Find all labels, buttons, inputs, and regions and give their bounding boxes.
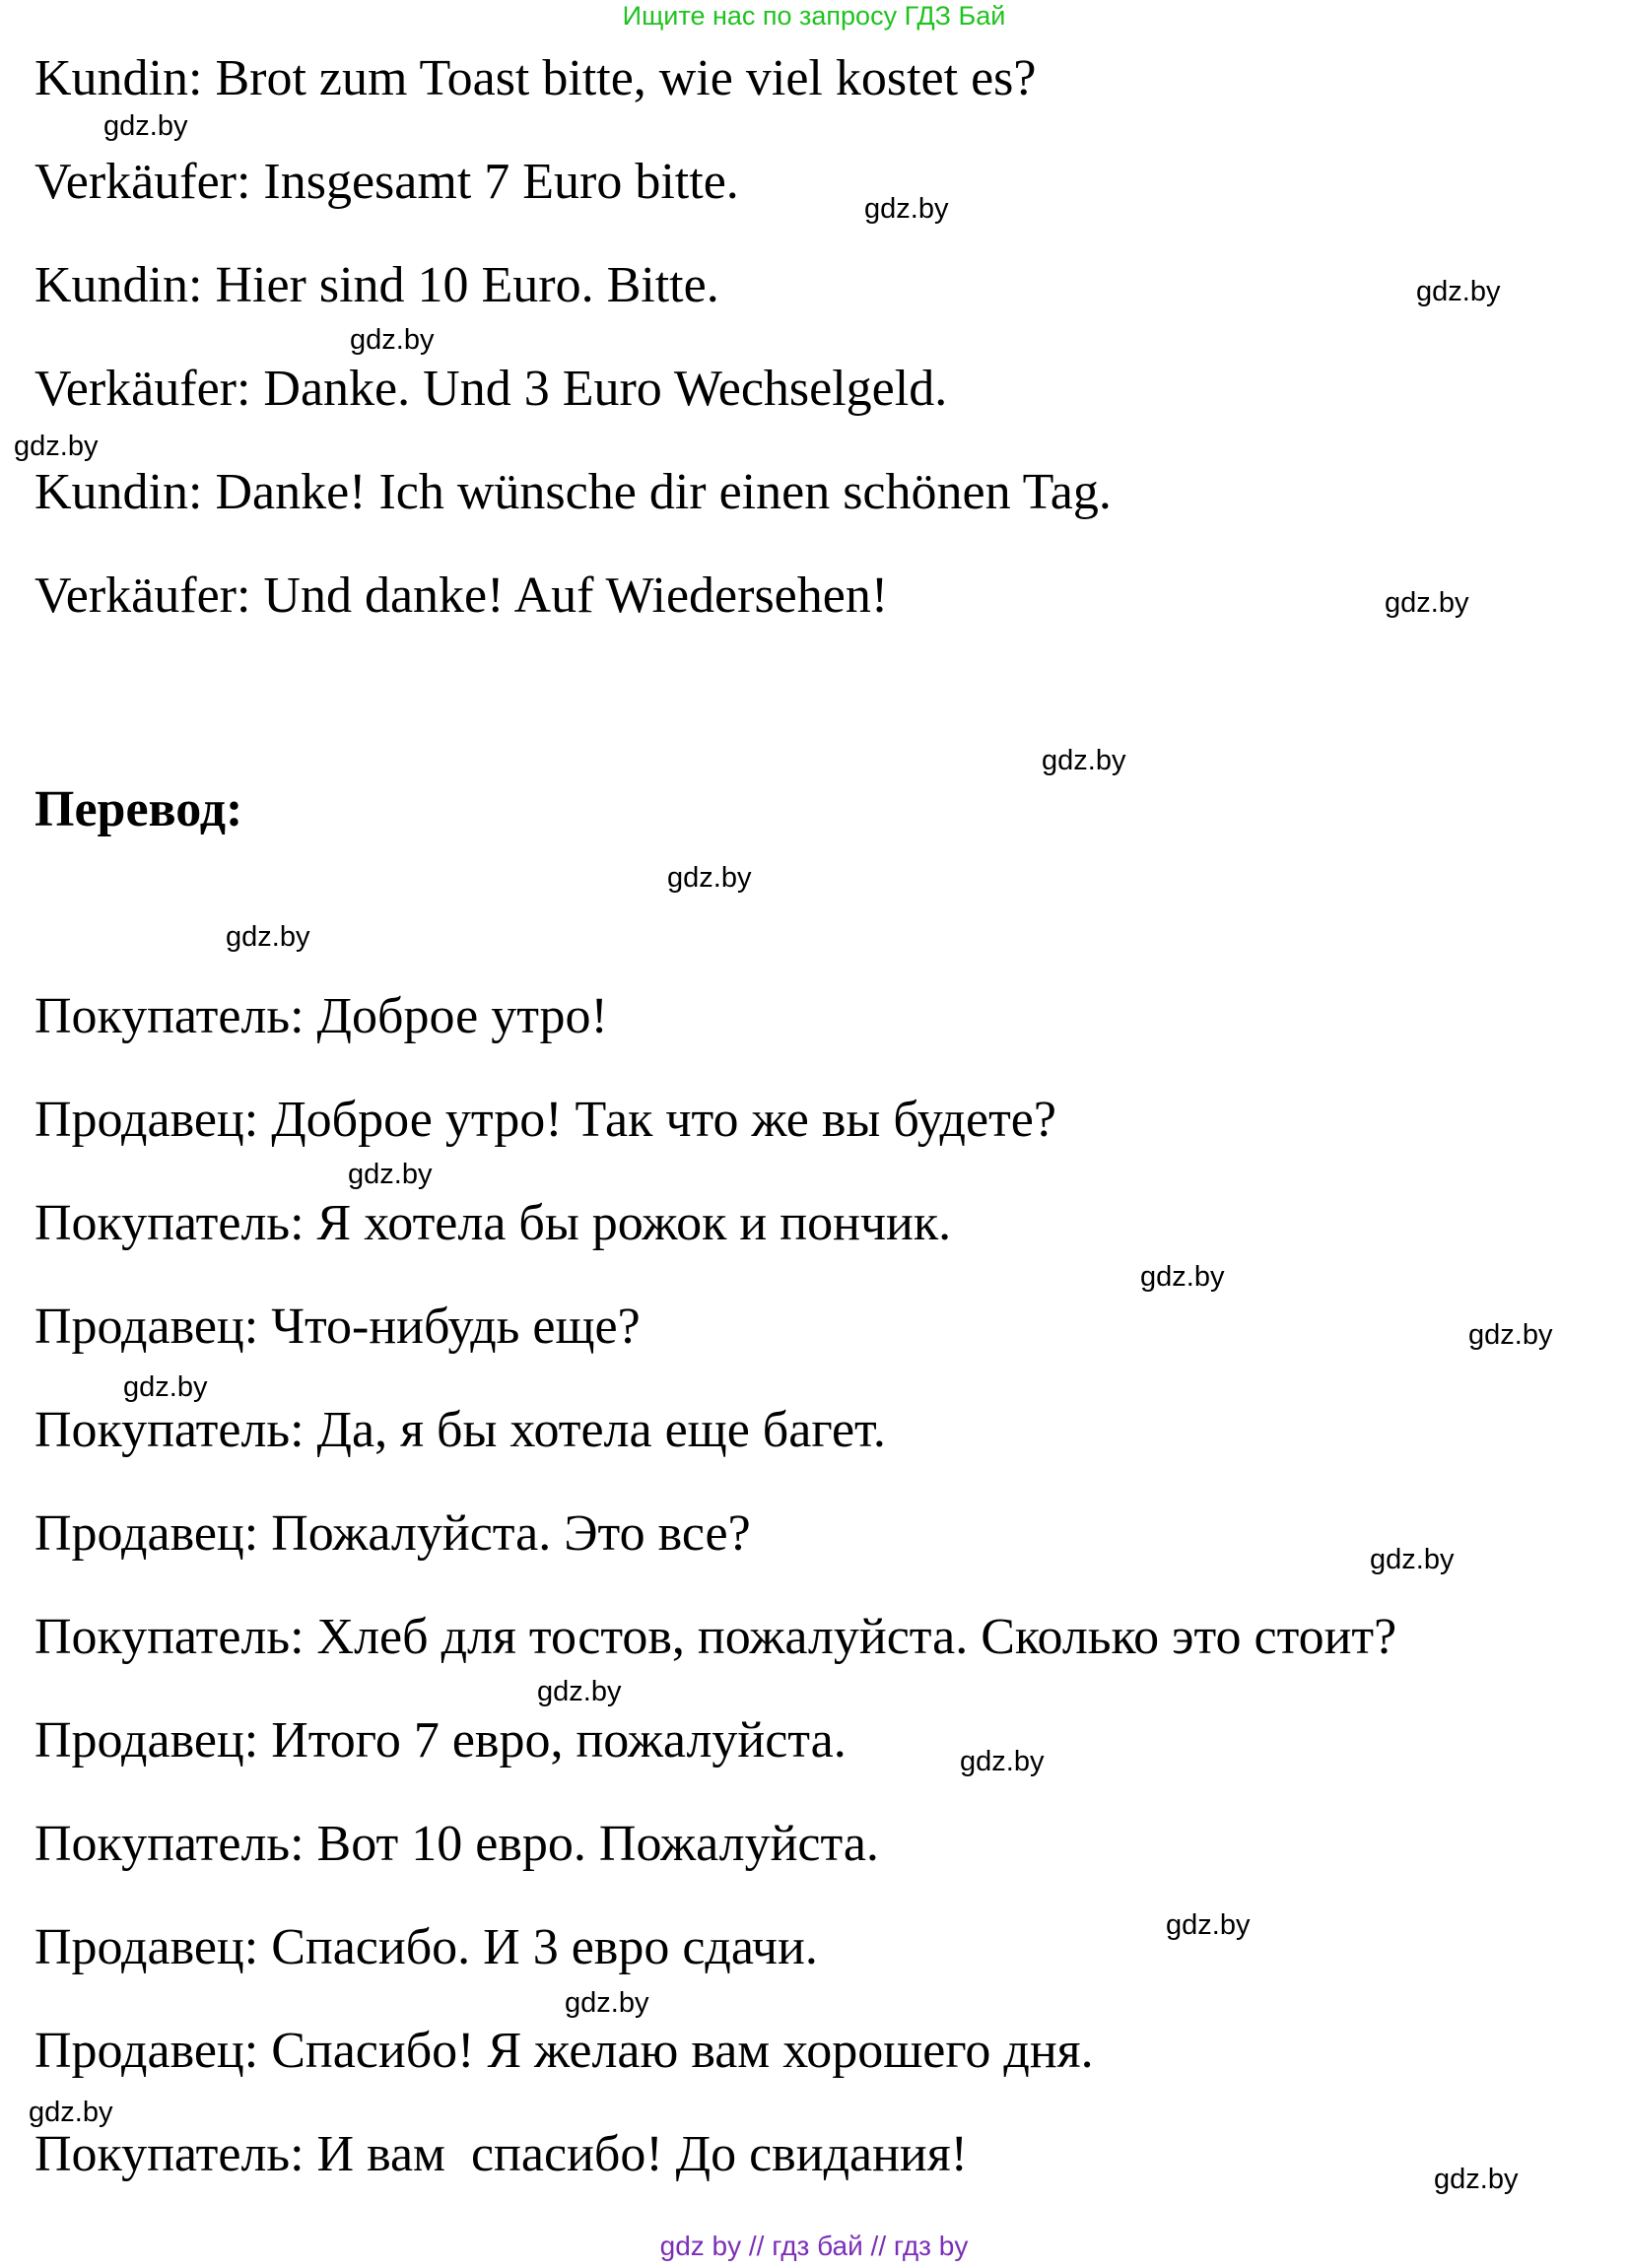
watermark: gdz.by — [348, 1159, 433, 1190]
translation-heading: Перевод: — [34, 781, 243, 837]
watermark: gdz.by — [565, 1987, 649, 2019]
russian-line-5: Покупатель: Да, я бы хотела еще багет. — [34, 1402, 886, 1458]
russian-line-2: Продавец: Доброе утро! Так что же вы будете? — [34, 1092, 1056, 1148]
watermark: gdz.by — [1370, 1544, 1455, 1575]
watermark: gdz.by — [537, 1676, 622, 1707]
watermark: gdz.by — [1166, 1909, 1251, 1941]
watermark: gdz.by — [960, 1746, 1045, 1777]
watermark: gdz.by — [1042, 745, 1126, 776]
watermark: gdz.by — [14, 431, 99, 462]
german-line-2: Verkäufer: Insgesamt 7 Euro bitte. — [34, 154, 739, 210]
site-header-banner: Ищите нас по запросу ГДЗ Бай — [622, 1, 1006, 31]
russian-line-1: Покупатель: Доброе утро! — [34, 988, 608, 1044]
watermark: gdz.by — [1468, 1319, 1553, 1351]
german-line-5: Kundin: Danke! Ich wünsche dir einen schönen Tag. — [34, 464, 1112, 520]
russian-line-8: Продавец: Итого 7 евро, пожалуйста. — [34, 1712, 847, 1768]
watermark: gdz.by — [864, 193, 949, 225]
watermark: gdz.by — [1434, 2164, 1519, 2195]
russian-line-3: Покупатель: Я хотела бы рожок и пончик. — [34, 1195, 952, 1251]
russian-line-11: Продавец: Спасибо! Я желаю вам хорошего дня. — [34, 2023, 1094, 2079]
russian-line-6: Продавец: Пожалуйста. Это все? — [34, 1505, 751, 1562]
watermark: gdz.by — [1140, 1261, 1225, 1293]
russian-line-12: Покупатель: И вам спасибо! До свидания! — [34, 2126, 968, 2182]
russian-line-4: Продавец: Что-нибудь еще? — [34, 1299, 641, 1355]
german-line-3: Kundin: Hier sind 10 Euro. Bitte. — [34, 257, 719, 313]
site-footer-links: gdz by // гдз бай // гдз by — [659, 2231, 969, 2261]
russian-line-7: Покупатель: Хлеб для тостов, пожалуйста. Сколько это стоит? — [34, 1609, 1397, 1665]
watermark: gdz.by — [103, 110, 188, 142]
watermark: gdz.by — [123, 1371, 208, 1403]
watermark: gdz.by — [1416, 276, 1501, 307]
german-line-4: Verkäufer: Danke. Und 3 Euro Wechselgeld. — [34, 361, 948, 417]
watermark: gdz.by — [667, 862, 752, 894]
watermark: gdz.by — [1385, 587, 1469, 619]
watermark: gdz.by — [29, 2097, 113, 2128]
german-line-6: Verkäufer: Und danke! Auf Wiedersehen! — [34, 567, 889, 624]
russian-line-10: Продавец: Спасибо. И 3 евро сдачи. — [34, 1919, 818, 1975]
watermark: gdz.by — [350, 324, 435, 356]
russian-line-9: Покупатель: Вот 10 евро. Пожалуйста. — [34, 1816, 879, 1872]
german-line-1: Kundin: Brot zum Toast bitte, wie viel kostet es? — [34, 50, 1037, 106]
watermark: gdz.by — [226, 921, 310, 953]
